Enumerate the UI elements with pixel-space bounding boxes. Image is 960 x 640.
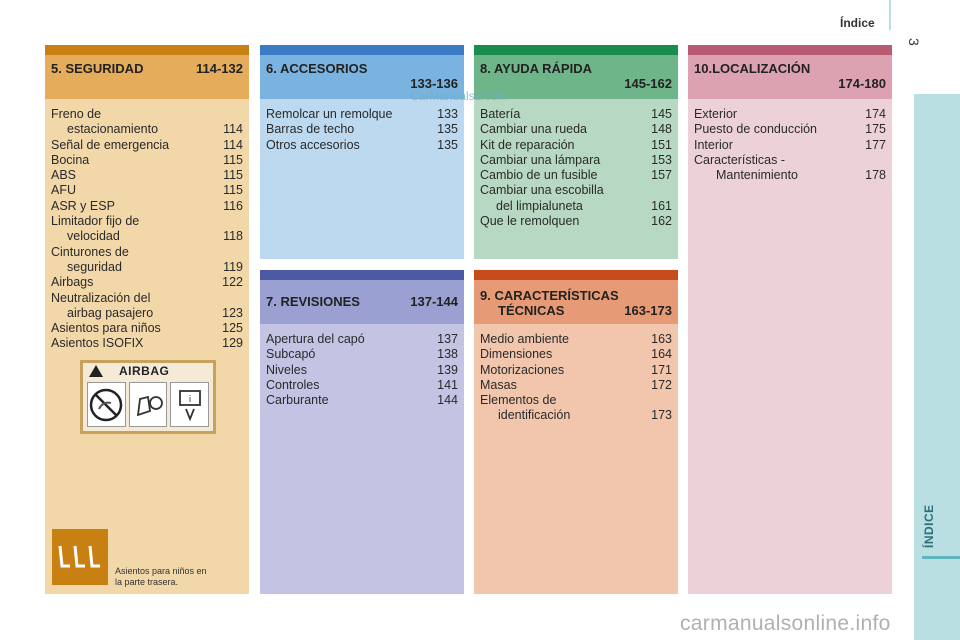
toc-entry[interactable] <box>480 214 672 229</box>
section-title-cont: TÉCNICAS <box>498 303 565 318</box>
toc-entry[interactable] <box>51 107 243 138</box>
section-color-strip <box>474 45 678 55</box>
entry-label: Batería <box>480 107 521 121</box>
toc-entry[interactable] <box>51 275 243 290</box>
airbag-label-text: AIRBAG <box>119 364 170 378</box>
entry-label: Freno de <box>51 107 102 121</box>
entry-page: 144 <box>437 393 458 408</box>
entry-label-cont: identificación <box>498 408 571 423</box>
entry-page: 157 <box>651 168 672 183</box>
section-page-range: 133-136 <box>410 76 458 91</box>
toc-entry[interactable] <box>51 321 243 336</box>
entry-label: Interior <box>694 137 733 152</box>
toc-entry[interactable] <box>51 199 243 214</box>
entry-page: 133 <box>437 107 458 121</box>
section-title: 8. AYUDA RÁPIDA <box>480 61 592 76</box>
toc-entry[interactable] <box>266 332 458 347</box>
entry-page: 171 <box>651 362 672 377</box>
entry-label: Kit de reparación <box>480 137 575 152</box>
entry-page: 177 <box>865 137 886 152</box>
toc-entry[interactable] <box>694 138 886 153</box>
entry-label-cont: del limpialuneta <box>496 198 583 213</box>
entry-page: 116 <box>223 198 243 213</box>
entry-label: ABS <box>51 168 77 183</box>
entry-label: Motorizaciones <box>480 362 565 377</box>
entry-label-cont: airbag pasajero <box>67 305 154 320</box>
entry-page: 148 <box>651 122 672 137</box>
entry-page: 114 <box>223 122 243 137</box>
entry-label: Características - <box>694 152 785 167</box>
entry-page: 123 <box>222 305 243 320</box>
entry-page: 162 <box>651 214 672 229</box>
entry-label: Barras de techo <box>266 122 355 137</box>
entry-page: 135 <box>437 137 458 152</box>
section-title: 9. CARACTERÍSTICAS <box>480 288 619 303</box>
section-color-strip <box>688 45 892 55</box>
toc-entry[interactable] <box>266 138 458 153</box>
entry-page: 153 <box>651 152 672 167</box>
entry-label-cont: velocidad <box>67 229 120 244</box>
entry-page: 175 <box>865 122 886 137</box>
toc-entry[interactable] <box>51 168 243 183</box>
svg-text:i: i <box>188 394 191 405</box>
section-ayuda-rapida <box>474 45 678 259</box>
section-heading[interactable] <box>688 55 892 99</box>
entry-label: Cambiar una rueda <box>480 122 588 137</box>
child-seats-icon <box>52 529 108 585</box>
section-caracteristicas-tecnicas <box>474 270 678 594</box>
toc-entry[interactable] <box>266 393 458 408</box>
watermark-text: carmanualsonline.info <box>680 612 891 635</box>
entry-label: Bocina <box>51 152 90 167</box>
entry-label: Puesto de conducción <box>694 122 818 137</box>
entry-label: Asientos ISOFIX <box>51 336 144 351</box>
entry-label: Masas <box>480 377 517 392</box>
entry-label: Remolcar un remolque <box>266 107 393 121</box>
toc-entry[interactable] <box>480 138 672 153</box>
entry-label: AFU <box>51 183 76 198</box>
section-color-strip <box>474 270 678 280</box>
section-seguridad <box>45 45 249 594</box>
toc-entry[interactable] <box>266 378 458 393</box>
toc-entry[interactable] <box>480 363 672 378</box>
entry-page: 173 <box>651 408 672 423</box>
toc-entry[interactable] <box>480 153 672 168</box>
section-page-range: 114-132 <box>196 61 243 76</box>
entry-label: Elementos de <box>480 393 557 408</box>
entry-label: Neutralización del <box>51 290 151 305</box>
caption-line: Asientos para niños en <box>115 566 207 576</box>
child-seats-caption <box>115 566 235 588</box>
toc-entry[interactable] <box>480 378 672 393</box>
entry-label: ASR y ESP <box>51 198 115 213</box>
entry-page: 178 <box>865 168 886 183</box>
entry-label-cont: estacionamiento <box>67 122 159 137</box>
section-page-range: 174-180 <box>838 76 886 91</box>
section-page-range: 137-144 <box>410 294 458 309</box>
toc-entry[interactable] <box>51 153 243 168</box>
toc-entry[interactable] <box>694 122 886 137</box>
toc-entry[interactable] <box>51 138 243 153</box>
section-entries <box>45 99 249 352</box>
entry-label: Otros accesorios <box>266 137 360 152</box>
toc-entry[interactable] <box>694 153 886 184</box>
toc-entry[interactable] <box>266 363 458 378</box>
toc-entry[interactable] <box>266 107 458 122</box>
section-title: 7. REVISIONES <box>266 294 360 309</box>
toc-entry[interactable] <box>480 332 672 347</box>
manual-book-icon <box>170 382 209 427</box>
entry-page: 151 <box>651 137 672 152</box>
page-number: 3 <box>906 38 922 46</box>
sidebar-tab-label: ÍNDICE <box>922 504 936 548</box>
section-localizacion <box>688 45 892 594</box>
entry-label: Subcapó <box>266 347 316 362</box>
airbag-seat-icon <box>129 382 168 427</box>
entry-page: 125 <box>222 321 243 336</box>
entry-page: 122 <box>222 275 243 290</box>
caption-line: la parte trasera. <box>115 577 179 587</box>
section-color-strip <box>260 45 464 55</box>
entry-page: 114 <box>223 137 243 152</box>
toc-entry[interactable] <box>51 291 243 322</box>
toc-entry[interactable] <box>480 183 672 214</box>
entry-page: 138 <box>437 347 458 362</box>
entry-page: 118 <box>223 229 243 244</box>
entry-label: Dimensiones <box>480 347 553 362</box>
entry-label: Niveles <box>266 362 307 377</box>
entry-label: Que le remolquen <box>480 214 580 229</box>
section-heading[interactable] <box>474 280 678 324</box>
section-page-range: 145-162 <box>624 76 672 91</box>
section-entries <box>474 99 678 229</box>
section-page-range: 163-173 <box>624 303 672 318</box>
entry-label: Limitador fijo de <box>51 214 140 229</box>
airbag-warning-label <box>80 360 216 434</box>
toc-entry[interactable] <box>51 183 243 198</box>
entry-label: Apertura del capó <box>266 332 365 346</box>
header-divider <box>889 0 891 30</box>
entry-page: 115 <box>223 152 243 167</box>
entry-page: 137 <box>437 332 458 346</box>
entry-label: Asientos para niños <box>51 321 161 336</box>
section-title: 10.LOCALIZACIÓN <box>694 61 811 76</box>
entry-page: 115 <box>223 168 243 183</box>
no-rear-facing-seat-icon <box>87 382 126 427</box>
entry-label: Exterior <box>694 107 738 121</box>
toc-entry[interactable] <box>51 336 243 351</box>
section-entries <box>474 324 678 424</box>
entry-page: 164 <box>651 347 672 362</box>
entry-page: 135 <box>437 122 458 137</box>
section-title: 6. ACCESORIOS <box>266 61 368 76</box>
entry-page: 145 <box>651 107 672 121</box>
section-heading[interactable] <box>260 280 464 324</box>
page-header-title: Índice <box>840 16 875 30</box>
toc-entry[interactable] <box>480 347 672 362</box>
section-heading[interactable] <box>45 55 249 99</box>
entry-page: 174 <box>865 107 886 121</box>
entry-label: Airbags <box>51 275 94 290</box>
entry-label: Cinturones de <box>51 244 129 259</box>
entry-page: 129 <box>222 336 243 351</box>
section-entries <box>260 99 464 153</box>
toc-entry[interactable] <box>480 122 672 137</box>
section-entries <box>260 324 464 408</box>
entry-label: Cambiar una lámpara <box>480 152 601 167</box>
entry-label-cont: Mantenimiento <box>716 168 798 183</box>
toc-entry[interactable] <box>480 107 672 122</box>
entry-label: Cambiar una escobilla <box>480 183 604 198</box>
entry-page: 161 <box>651 198 672 213</box>
entry-label: Señal de emergencia <box>51 137 170 152</box>
entry-page: 139 <box>437 362 458 377</box>
toc-entry[interactable] <box>694 107 886 122</box>
entry-label-cont: seguridad <box>67 259 122 274</box>
toc-entry[interactable] <box>51 214 243 245</box>
section-color-strip <box>260 270 464 280</box>
section-revisiones <box>260 270 464 594</box>
section-title: 5. SEGURIDAD <box>51 61 144 76</box>
section-accesorios <box>260 45 464 259</box>
sidebar-accent-bar <box>922 556 960 559</box>
toc-entry[interactable] <box>480 393 672 424</box>
section-entries <box>688 99 892 183</box>
entry-label: Medio ambiente <box>480 332 569 346</box>
toc-entry[interactable] <box>480 168 672 183</box>
toc-entry[interactable] <box>51 245 243 276</box>
toc-entry[interactable] <box>266 347 458 362</box>
warning-triangle-icon <box>89 365 103 377</box>
entry-page: 115 <box>223 183 243 198</box>
toc-entry[interactable] <box>266 122 458 137</box>
entry-page: 163 <box>651 332 672 346</box>
entry-page: 172 <box>651 377 672 392</box>
entry-page: 141 <box>437 377 458 392</box>
entry-label: Cambio de un fusible <box>480 168 598 183</box>
entry-label: Carburante <box>266 393 329 408</box>
entry-page: 119 <box>223 259 243 274</box>
watermark-text: CarManuals2.com <box>410 89 508 103</box>
entry-label: Controles <box>266 377 320 392</box>
section-color-strip <box>45 45 249 55</box>
